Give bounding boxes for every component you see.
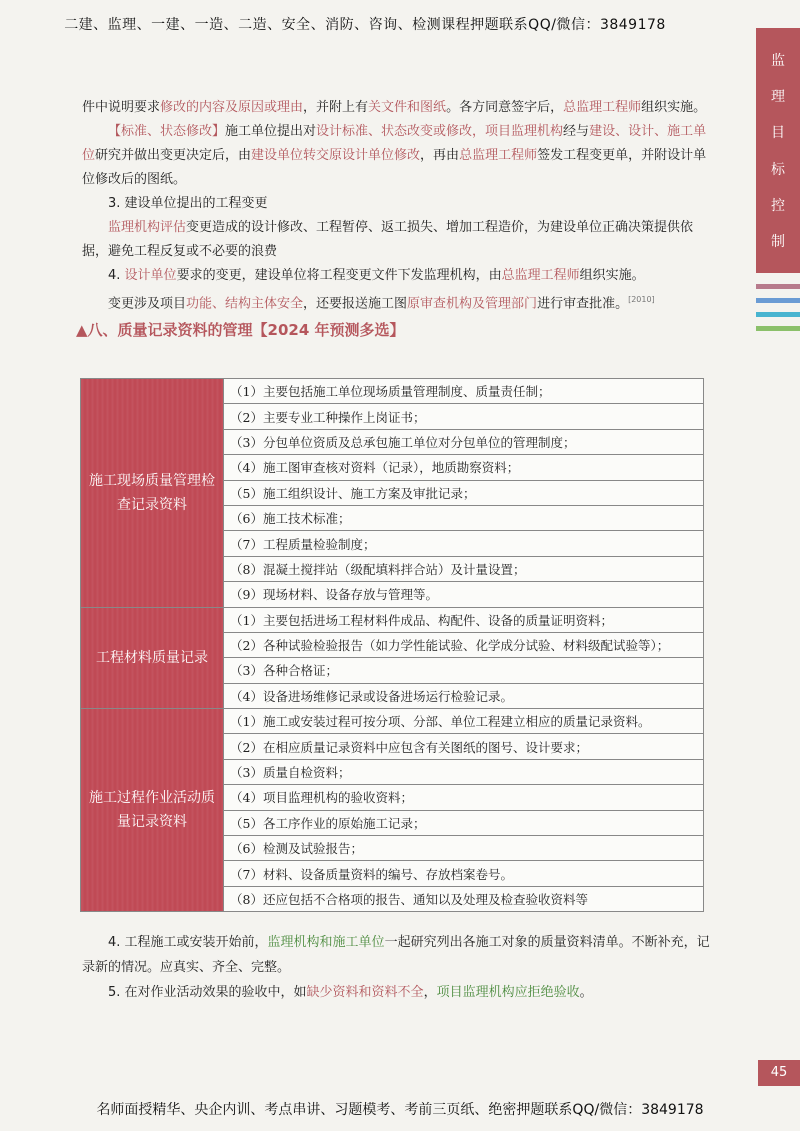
color-stripe: [756, 312, 800, 317]
side-tab-char: 控: [771, 197, 785, 214]
paragraph-2: [82, 120, 710, 192]
text: ，: [423, 985, 437, 1000]
body-text: [76, 96, 710, 348]
paragraph-4: [82, 216, 710, 264]
paragraph-6: [82, 288, 710, 316]
text: 施工单位提出对: [225, 124, 317, 139]
highlight-text: 监理机构和施工单位: [267, 935, 385, 950]
text: 5. 在对作业活动效果的验收中，如: [108, 985, 307, 1000]
highlight-text: 功能、结构主体安全: [186, 296, 304, 312]
highlight-text: 设计单位: [124, 268, 177, 283]
item-cell: （2）在相应质量记录资料中应包含有关图纸的图号、设计要求；: [224, 734, 704, 759]
text: 组织实施。: [641, 100, 707, 115]
text: ，并附上有: [303, 100, 369, 115]
item-cell: （9）现场材料、设备存放与管理等。: [224, 582, 704, 607]
text: 要求的变更，建设单位将工程变更文件下发监理机构，由: [176, 268, 502, 283]
side-tab-char: 制: [771, 233, 785, 250]
highlight-text: 建设单位转交原设计单位修改: [251, 148, 421, 163]
side-tab: [756, 28, 800, 273]
paragraph-5: [82, 264, 710, 288]
color-stripe: [756, 326, 800, 331]
highlight-text: 关文件和图纸: [368, 100, 447, 115]
item-cell: （3）各种合格证；: [224, 658, 704, 683]
highlight-text: 监理机构评估: [108, 220, 187, 235]
text: 进行审查批准。: [537, 296, 629, 312]
text: 件中说明要求: [82, 100, 161, 115]
text: 组织实施。: [579, 268, 645, 283]
highlight-text: 建设、设计、施工单位: [82, 124, 707, 163]
item-cell: （5）各工序作业的原始施工记录；: [224, 810, 704, 835]
paragraph-3: 3. 建设单位提出的工程变更: [108, 196, 268, 211]
item-cell: （4）设备进场维修记录或设备进场运行检验记录。: [224, 683, 704, 708]
table-row: [81, 709, 704, 734]
text: 一起研究列出各施工对象的质量资料清单。不断补充，记录新的情况。应真实、齐全、完整。: [82, 935, 710, 975]
text: 。各方同意签字后，: [446, 100, 564, 115]
item-cell: （8）混凝土搅拌站（级配填料拌合站）及计量设置；: [224, 556, 704, 581]
reference-mark: [2010]: [628, 295, 655, 304]
notes: [82, 930, 710, 1005]
category-cell: 施工过程作业活动质量记录资料: [81, 709, 224, 912]
text: ，还要报送施工图: [303, 296, 408, 312]
item-cell: （8）还应包括不合格项的报告、通知以及处理及检查验收资料等: [224, 886, 704, 911]
table-row: [81, 607, 704, 632]
item-cell: （7）工程质量检验制度；: [224, 531, 704, 556]
top-banner: 二建、监理、一建、一造、二造、安全、消防、咨询、检测课程押题联系QQ/微信：3849178: [64, 17, 666, 33]
text: ，再由: [420, 148, 460, 163]
note-4: [82, 930, 710, 980]
item-cell: （1）主要包括进场工程材料件成品、构配件、设备的质量证明资料；: [224, 607, 704, 632]
highlight-text: 缺少资料和资料不全: [306, 985, 424, 1000]
item-cell: （6）检测及试验报告；: [224, 836, 704, 861]
side-tab-char: 标: [771, 161, 785, 178]
item-cell: （4）施工图审查核对资料（记录），地质勘察资料；: [224, 455, 704, 480]
paragraph-1: [82, 96, 710, 120]
highlight-text: 总监理工程师: [563, 100, 642, 115]
color-stripe: [756, 298, 800, 303]
item-cell: （2）各种试验检验报告（如力学性能试验、化学成分试验、材料级配试验等）；: [224, 632, 704, 657]
color-stripe: [756, 284, 800, 289]
item-cell: （2）主要专业工种操作上岗证书；: [224, 404, 704, 429]
highlight-text: 设计标准、状态改变或修改，项目监理机构: [316, 124, 564, 139]
item-cell: （3）分包单位资质及总承包施工单位对分包单位的管理制度；: [224, 429, 704, 454]
highlight-text: 原审查机构及管理部门: [407, 296, 538, 312]
side-tab-char: 监: [771, 53, 785, 70]
text: 变更涉及项目: [108, 296, 187, 312]
side-tab-char: 理: [771, 89, 785, 106]
bottom-banner: 名师面授精华、央企内训、考点串讲、习题模考、考前三页纸、绝密押题联系QQ/微信：3849178: [96, 1102, 704, 1118]
item-cell: （7）材料、设备质量资料的编号、存放档案卷号。: [224, 861, 704, 886]
text: 经与: [563, 124, 590, 139]
side-tab-char: 目: [771, 125, 785, 142]
text: 。: [579, 985, 593, 1000]
table-row: [81, 379, 704, 404]
highlight-text: 项目监理机构应拒绝验收: [436, 985, 580, 1000]
section-title: ▲八、质量记录资料的管理【2024 年预测多选】: [76, 321, 405, 340]
text: 研究并做出变更决定后，由: [95, 148, 252, 163]
quality-records-table: [80, 378, 704, 912]
text: 4. 工程施工或安装开始前，: [108, 935, 268, 950]
highlight-text: 总监理工程师: [459, 148, 538, 163]
highlight-text: 总监理工程师: [501, 268, 580, 283]
highlight-text: 修改的内容及原因或理由: [160, 100, 304, 115]
text: 4.: [108, 268, 125, 283]
text: 变更造成的设计修改、工程暂停、返工损失、增加工程造价，为建设单位正确决策提供依据，避免工程反复或不必要的浪费: [82, 220, 694, 259]
category-cell: 工程材料质量记录: [81, 607, 224, 709]
text: 签发工程变更单，并附设计单位修改后的图纸。: [82, 148, 707, 187]
note-5: [82, 980, 710, 1005]
category-cell: 施工现场质量管理检查记录资料: [81, 379, 224, 608]
item-cell: （5）施工组织设计、施工方案及审批记录；: [224, 480, 704, 505]
item-cell: （1）主要包括施工单位现场质量管理制度、质量责任制；: [224, 379, 704, 404]
bracket-tag: 【标准、状态修改】: [108, 124, 226, 139]
item-cell: （4）项目监理机构的验收资料；: [224, 785, 704, 810]
item-cell: （3）质量自检资料；: [224, 759, 704, 784]
item-cell: （6）施工技术标准；: [224, 505, 704, 530]
item-cell: （1）施工或安装过程可按分项、分部、单位工程建立相应的质量记录资料。: [224, 709, 704, 734]
page-number: 45: [758, 1060, 800, 1086]
